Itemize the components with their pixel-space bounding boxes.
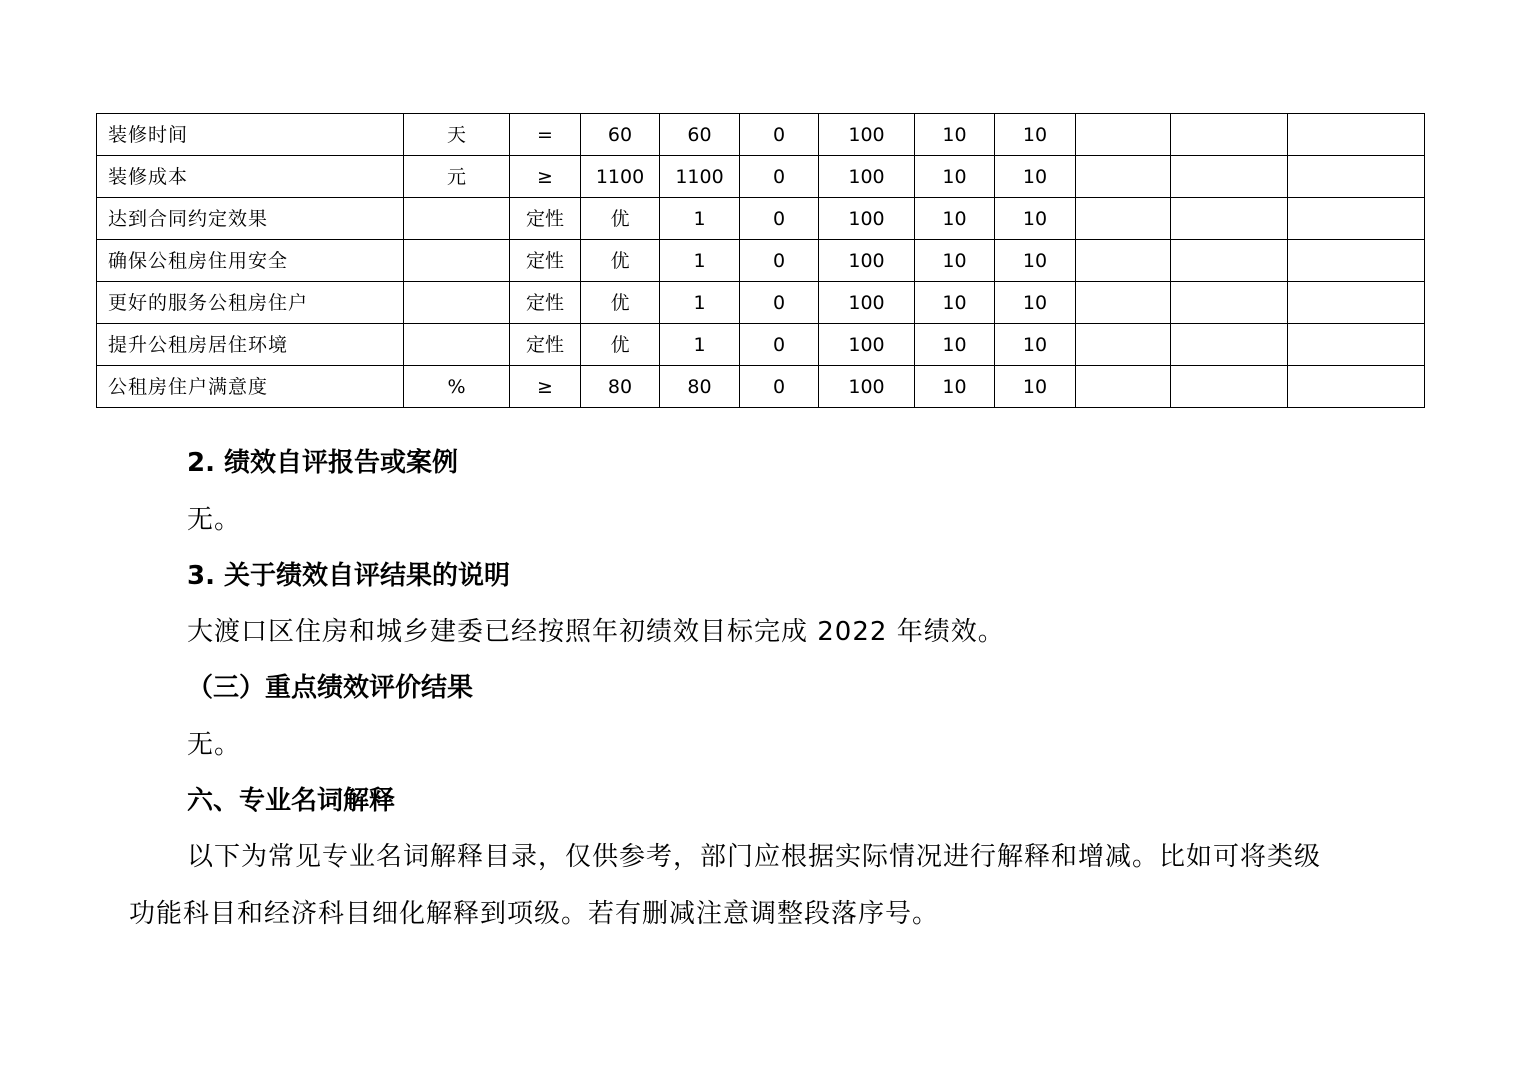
report-heading: 2. 绩效自评报告或案例 [187,448,459,478]
blank-cell [1288,324,1425,366]
key-results-text: 无。 [187,730,242,760]
completion-rate-cell: 100 [819,198,915,240]
unit-cell [404,240,510,282]
score-cell: 10 [995,282,1076,324]
blank-cell [1076,156,1171,198]
blank-cell [1171,240,1288,282]
actual-value-cell: 1 [660,282,740,324]
table-row [97,366,1425,408]
operator-cell: 定性 [510,240,581,282]
deviation-cell: 0 [740,282,819,324]
unit-cell [404,282,510,324]
unit-cell: 元 [404,156,510,198]
score-cell: 10 [995,324,1076,366]
deviation-cell: 0 [740,114,819,156]
completion-rate-cell: 100 [819,282,915,324]
actual-value-cell: 1 [660,198,740,240]
blank-cell [1171,366,1288,408]
actual-value-cell: 1 [660,324,740,366]
unit-cell [404,324,510,366]
indicator-name-cell: 公租房住户满意度 [97,366,404,408]
weight-cell: 10 [915,114,995,156]
table-row [97,282,1425,324]
indicator-name-cell: 达到合同约定效果 [97,198,404,240]
blank-cell [1171,156,1288,198]
score-cell: 10 [995,366,1076,408]
blank-cell [1076,114,1171,156]
weight-cell: 10 [915,282,995,324]
deviation-cell: 0 [740,324,819,366]
table-row [97,114,1425,156]
glossary-paragraph-line2: 功能科目和经济科目细化解释到项级。若有删减注意调整段落序号。 [129,899,940,929]
weight-cell: 10 [915,156,995,198]
weight-cell: 10 [915,324,995,366]
blank-cell [1076,366,1171,408]
glossary-heading: 六、专业名词解释 [187,786,396,816]
operator-cell: 定性 [510,198,581,240]
blank-cell [1288,366,1425,408]
blank-cell [1076,240,1171,282]
score-cell: 10 [995,114,1076,156]
unit-cell [404,198,510,240]
target-value-cell: 优 [581,198,660,240]
deviation-cell: 0 [740,366,819,408]
explain-heading: 3. 关于绩效自评结果的说明 [187,561,511,591]
report-text: 无。 [187,505,242,535]
blank-cell [1076,282,1171,324]
operator-cell: ≥ [510,366,581,408]
actual-value-cell: 80 [660,366,740,408]
completion-rate-cell: 100 [819,324,915,366]
target-value-cell: 1100 [581,156,660,198]
deviation-cell: 0 [740,156,819,198]
table-row [97,156,1425,198]
weight-cell: 10 [915,240,995,282]
table-row [97,324,1425,366]
unit-cell: % [404,366,510,408]
indicator-name-cell: 装修时间 [97,114,404,156]
blank-cell [1076,324,1171,366]
indicator-name-cell: 提升公租房居住环境 [97,324,404,366]
target-value-cell: 60 [581,114,660,156]
blank-cell [1288,156,1425,198]
deviation-cell: 0 [740,240,819,282]
blank-cell [1171,198,1288,240]
blank-cell [1288,240,1425,282]
key-results-heading: （三）重点绩效评价结果 [187,673,474,703]
actual-value-cell: 60 [660,114,740,156]
blank-cell [1288,198,1425,240]
indicator-name-cell: 确保公租房住用安全 [97,240,404,282]
score-cell: 10 [995,156,1076,198]
indicator-name-cell: 装修成本 [97,156,404,198]
operator-cell: 定性 [510,324,581,366]
completion-rate-cell: 100 [819,156,915,198]
actual-value-cell: 1100 [660,156,740,198]
blank-cell [1171,324,1288,366]
completion-rate-cell: 100 [819,240,915,282]
blank-cell [1076,198,1171,240]
target-value-cell: 80 [581,366,660,408]
completion-rate-cell: 100 [819,366,915,408]
blank-cell [1171,114,1288,156]
weight-cell: 10 [915,366,995,408]
score-cell: 10 [995,240,1076,282]
blank-cell [1171,282,1288,324]
unit-cell: 天 [404,114,510,156]
blank-cell [1288,282,1425,324]
actual-value-cell: 1 [660,240,740,282]
deviation-cell: 0 [740,198,819,240]
target-value-cell: 优 [581,324,660,366]
indicator-name-cell: 更好的服务公租房住户 [97,282,404,324]
operator-cell: ≥ [510,156,581,198]
performance-indicator-table [96,113,1425,408]
blank-cell [1288,114,1425,156]
completion-rate-cell: 100 [819,114,915,156]
weight-cell: 10 [915,198,995,240]
operator-cell: 定性 [510,282,581,324]
table-body [97,114,1425,408]
glossary-paragraph-line1: 以下为常见专业名词解释目录，仅供参考，部门应根据实际情况进行解释和增减。比如可将类级 [187,842,1322,872]
operator-cell: = [510,114,581,156]
target-value-cell: 优 [581,282,660,324]
target-value-cell: 优 [581,240,660,282]
table-row [97,240,1425,282]
explain-text: 大渡口区住房和城乡建委已经按照年初绩效目标完成 2022 年绩效。 [187,617,1005,647]
score-cell: 10 [995,198,1076,240]
table-row [97,198,1425,240]
